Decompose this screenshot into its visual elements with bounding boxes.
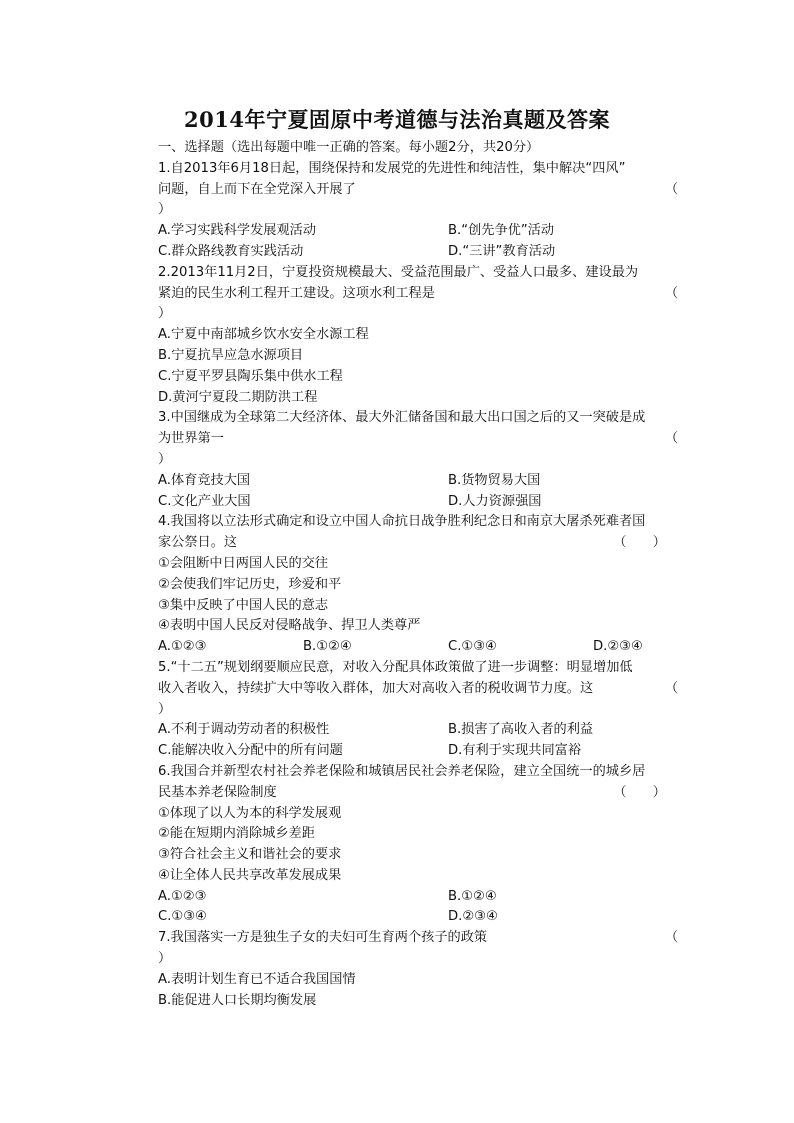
q3-option-b: B.货物贸易大国 (448, 472, 541, 488)
q3-answer-paren-open: （ (664, 431, 678, 447)
q5-options-row2 (158, 741, 678, 762)
q7-stem-line1 (158, 928, 678, 949)
q4-option-d: D.②③④ (593, 639, 643, 655)
q5-stem-text: 收入者收入，持续扩大中等收入群体，加大对高收入者的税收调节力度。这 (158, 680, 594, 696)
q4-options-row (158, 637, 678, 658)
q2-stem-text: 紧迫的民生水利工程开工建设。这项水利工程是 (158, 285, 435, 301)
q6-stem-line1: 6.我国合并新型农村社会养老保险和城镇居民社会养老保险，建立全国统一的城乡居 (158, 763, 646, 779)
q1-option-a: A.学习实践科学发展观活动 (158, 223, 317, 239)
q6-statement-1: ①体现了以人为本的科学发展观 (158, 805, 342, 821)
q6-statement-2: ②能在短期内消除城乡差距 (158, 826, 315, 842)
q6-stem-text: 民基本养老保险制度 (158, 784, 277, 800)
q3-stem-text: 为世界第一 (158, 431, 224, 447)
q5-option-c: C.能解决收入分配中的所有问题 (158, 743, 343, 759)
q6-option-a: A.①②③ (158, 888, 207, 904)
q6-options-row2 (158, 907, 678, 928)
q1-stem-line2 (158, 180, 678, 201)
q4-stem-text: 家公祭日。这 (158, 535, 238, 551)
q7-stem-text: 7.我国落实一方是独生子女的夫妇可生育两个孩子的政策 (158, 930, 488, 946)
q4-statement-1: ①会阻断中日两国人民的交往 (158, 555, 329, 571)
q2-option-a: A.宁夏中南部城乡饮水安全水源工程 (158, 327, 369, 343)
q3-stem-line2 (158, 429, 678, 450)
q3-option-d: D.人力资源强国 (448, 493, 542, 509)
q4-statement-4: ④表明中国人民反对侵略战争、捍卫人类尊严 (158, 618, 421, 634)
q2-stem-line2 (158, 284, 678, 305)
question-list (158, 138, 678, 1011)
q1-options-row1 (158, 221, 678, 242)
q1-option-c: C.群众路线教育实践活动 (158, 243, 304, 259)
q5-answer-paren-close: ） (158, 701, 172, 717)
q6-answer-paren: （ ） (613, 784, 666, 800)
q5-stem-line1: 5.“十二五”规划纲要顺应民意，对收入分配具体政策做了进一步调整：明显增加低 (158, 659, 633, 675)
q2-answer-paren-close: ） (158, 306, 172, 322)
q5-option-d: D.有利于实现共同富裕 (448, 743, 582, 759)
section-heading: 一、选择题（选出每题中唯一正确的答案。每小题2分，共20分） (158, 140, 540, 155)
q4-option-b: B.①②④ (303, 639, 352, 655)
q1-stem-text: 问题，自上而下在全党深入开展了 (158, 181, 356, 197)
q3-option-c: C.文化产业大国 (158, 493, 251, 509)
q1-answer-paren-open: （ (664, 181, 678, 197)
q7-answer-paren-close: ） (158, 951, 172, 967)
q3-answer-paren-close: ） (158, 451, 172, 467)
q5-answer-paren-open: （ (664, 680, 678, 696)
q4-answer-paren: （ ） (613, 535, 666, 551)
q4-stem-line2 (158, 533, 678, 554)
q1-option-b: B.“创先争优”活动 (448, 223, 555, 239)
q4-stem-line1: 4.我国将以立法形式确定和设立中国人命抗日战争胜利纪念日和南京大屠杀死难者国 (158, 514, 646, 530)
q3-options-row2 (158, 492, 678, 513)
q6-option-c: C.①③④ (158, 909, 207, 925)
q6-statement-4: ④让全体人民共享改革发展成果 (158, 867, 342, 883)
q6-statement-3: ③符合社会主义和谐社会的要求 (158, 847, 342, 863)
q2-answer-paren-open: （ (664, 285, 678, 301)
q4-option-c: C.①③④ (448, 639, 497, 655)
q5-stem-line2 (158, 679, 678, 700)
q5-option-a: A.不利于调动劳动者的积极性 (158, 722, 330, 738)
q5-options-row1 (158, 720, 678, 741)
q2-option-b: B.宁夏抗旱应急水源项目 (158, 347, 304, 363)
q6-option-d: D.②③④ (448, 909, 498, 925)
q5-option-b: B.损害了高收入者的利益 (448, 722, 594, 738)
q3-option-a: A.体育竞技大国 (158, 472, 251, 488)
q1-option-d: D.“三讲”教育活动 (448, 243, 556, 259)
q2-option-c: C.宁夏平罗县陶乐集中供水工程 (158, 368, 343, 384)
q1-stem-line1: 1.自2013年6月18日起，围绕保持和发展党的先进性和纯洁性，集中解决“四风” (158, 160, 626, 176)
q1-options-row2 (158, 242, 678, 263)
q1-answer-paren-close: ） (158, 202, 172, 218)
q2-option-d: D.黄河宁夏段二期防洪工程 (158, 389, 318, 405)
q3-stem-line1: 3.中国继成为全球第二大经济体、最大外汇储备国和最大出口国之后的又一突破是成 (158, 410, 646, 426)
q4-statement-3: ③集中反映了中国人民的意志 (158, 597, 329, 613)
q4-option-a: A.①②③ (158, 639, 207, 655)
page-title: 2014年宁夏固原中考道德与法治真题及答案 (184, 107, 610, 132)
q7-option-a: A.表明计划生育已不适合我国国情 (158, 971, 356, 987)
q7-answer-paren-open: （ (664, 930, 678, 946)
q6-option-b: B.①②④ (448, 888, 497, 904)
q6-stem-line2 (158, 783, 678, 804)
q7-option-b: B.能促进人口长期均衡发展 (158, 992, 317, 1008)
q2-stem-line1: 2.2013年11月2日，宁夏投资规模最大、受益范围最广、受益人口最多、建设最为 (158, 264, 639, 280)
q6-options-row1 (158, 887, 678, 908)
q3-options-row1 (158, 471, 678, 492)
q4-statement-2: ②会使我们牢记历史，珍爱和平 (158, 576, 342, 592)
